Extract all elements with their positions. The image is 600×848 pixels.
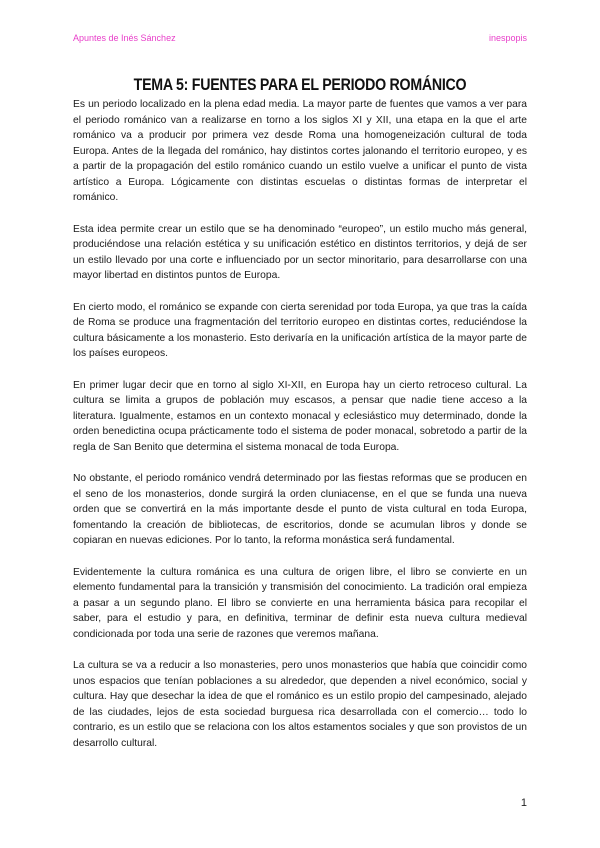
page-title: TEMA 5: FUENTES PARA EL PERIODO ROMÁNICO (133, 76, 467, 94)
paragraph-2: Esta idea permite crear un estilo que se ha denominado “europeo”, un estilo mucho más general, produciéndose una relación estética y su unificación estético en distintos territorios, y dejá de ser un estilo llevado por una corte e influenciado por un sector minoritario, para desarrollarse con una mayor libertad en distintos puntos de Europa. (73, 223, 527, 281)
page-header (73, 33, 527, 47)
paragraph-6: Evidentemente la cultura románica es una cultura de origen libre, el libro se convierte en un elemento fundamental para la transición y transmisión del conocimiento. La tradición oral empieza a pasar a un segundo plano. El libro se convierte en una herramienta básica para recopilar el saber, para el estudio y para, en definitiva, terminar de definir esta nueva cultura medieval condicionada por toda una serie de razones que veremos mañana. (73, 566, 527, 640)
document-body (73, 97, 527, 767)
page-number: 1 (520, 797, 527, 809)
header-username: inespopis (488, 33, 527, 43)
paragraph-5: No obstante, el periodo románico vendrá determinado por las fiestas reformas que se producen en el seno de los monasterios, donde surgirá la orden cluniacense, en el que se funda una nueva orden que se convertirá en la más importante desde el punto de vista cultural en toda Europa, fomentando la creación de bibliotecas, de escritorios, donde se acumulan libros y donde se copiaran en nuevas ediciones. Por lo tanto, la reforma monástica será fundamental. (73, 473, 527, 546)
header-author: Apuntes de Inés Sánchez (73, 33, 176, 43)
paragraph-7: La cultura se va a reducir a lso monasteries, pero unos monasterios que había que coincidir como unos espacios que tenían poblaciones a su alrededor, que dependen a nivel económico, social y cultura. Hay que desechar la idea de que el románico es un estilo propio del campesinado, alejado de las ciudades, lejos de esta sociedad burguesa rica desarrollada con el comercio… todo lo contrario, es un estilo que se relaciona con los altos estamentos sociales y que son provistos de un desarrollo cultural. (73, 660, 527, 749)
paragraph-1: Es un periodo localizado en la plena edad media. La mayor parte de fuentes que vamos a ver para el periodo románico van a realizarse en torno a los siglos XI y XII, una etapa en la que el arte románico va a producir por primera vez desde Roma una homogeneización cultural de toda Europa. Antes de la llegada del románico, hay distintos cortes jalonando el territorio europeo, y es a partir de la propagación del estilo románico cuando un estilo vuelve a unificar el punto de vista artístico a Europa. Lógicamente con distintas escuelas o distintas formas de interpretar el románico. (73, 99, 527, 203)
paragraph-4: En primer lugar decir que en torno al siglo XI-XII, en Europa hay un cierto retroceso cultural. La cultura se limita a grupos de población muy escasos, a pensar que nadie tiene acceso a la literatura. Igualmente, estamos en un contexto monacal y eclesiástico muy determinado, donde la orden benedictina ocupa prácticamente todo el sistema de poder monacal, sobretodo a partir de la regla de San Benito que determina el sistema monacal de toda Europa. (73, 379, 527, 453)
paragraph-3: En cierto modo, el románico se expande con cierta serenidad por toda Europa, ya que tras la caída de Roma se produce una fragmentación del territorio europeo en distintas cortes, reduciéndose la cultura básicamente a los monasterio. Esto derivaría en la unificación artística de la mayor parte de los países europeos. (73, 301, 527, 359)
